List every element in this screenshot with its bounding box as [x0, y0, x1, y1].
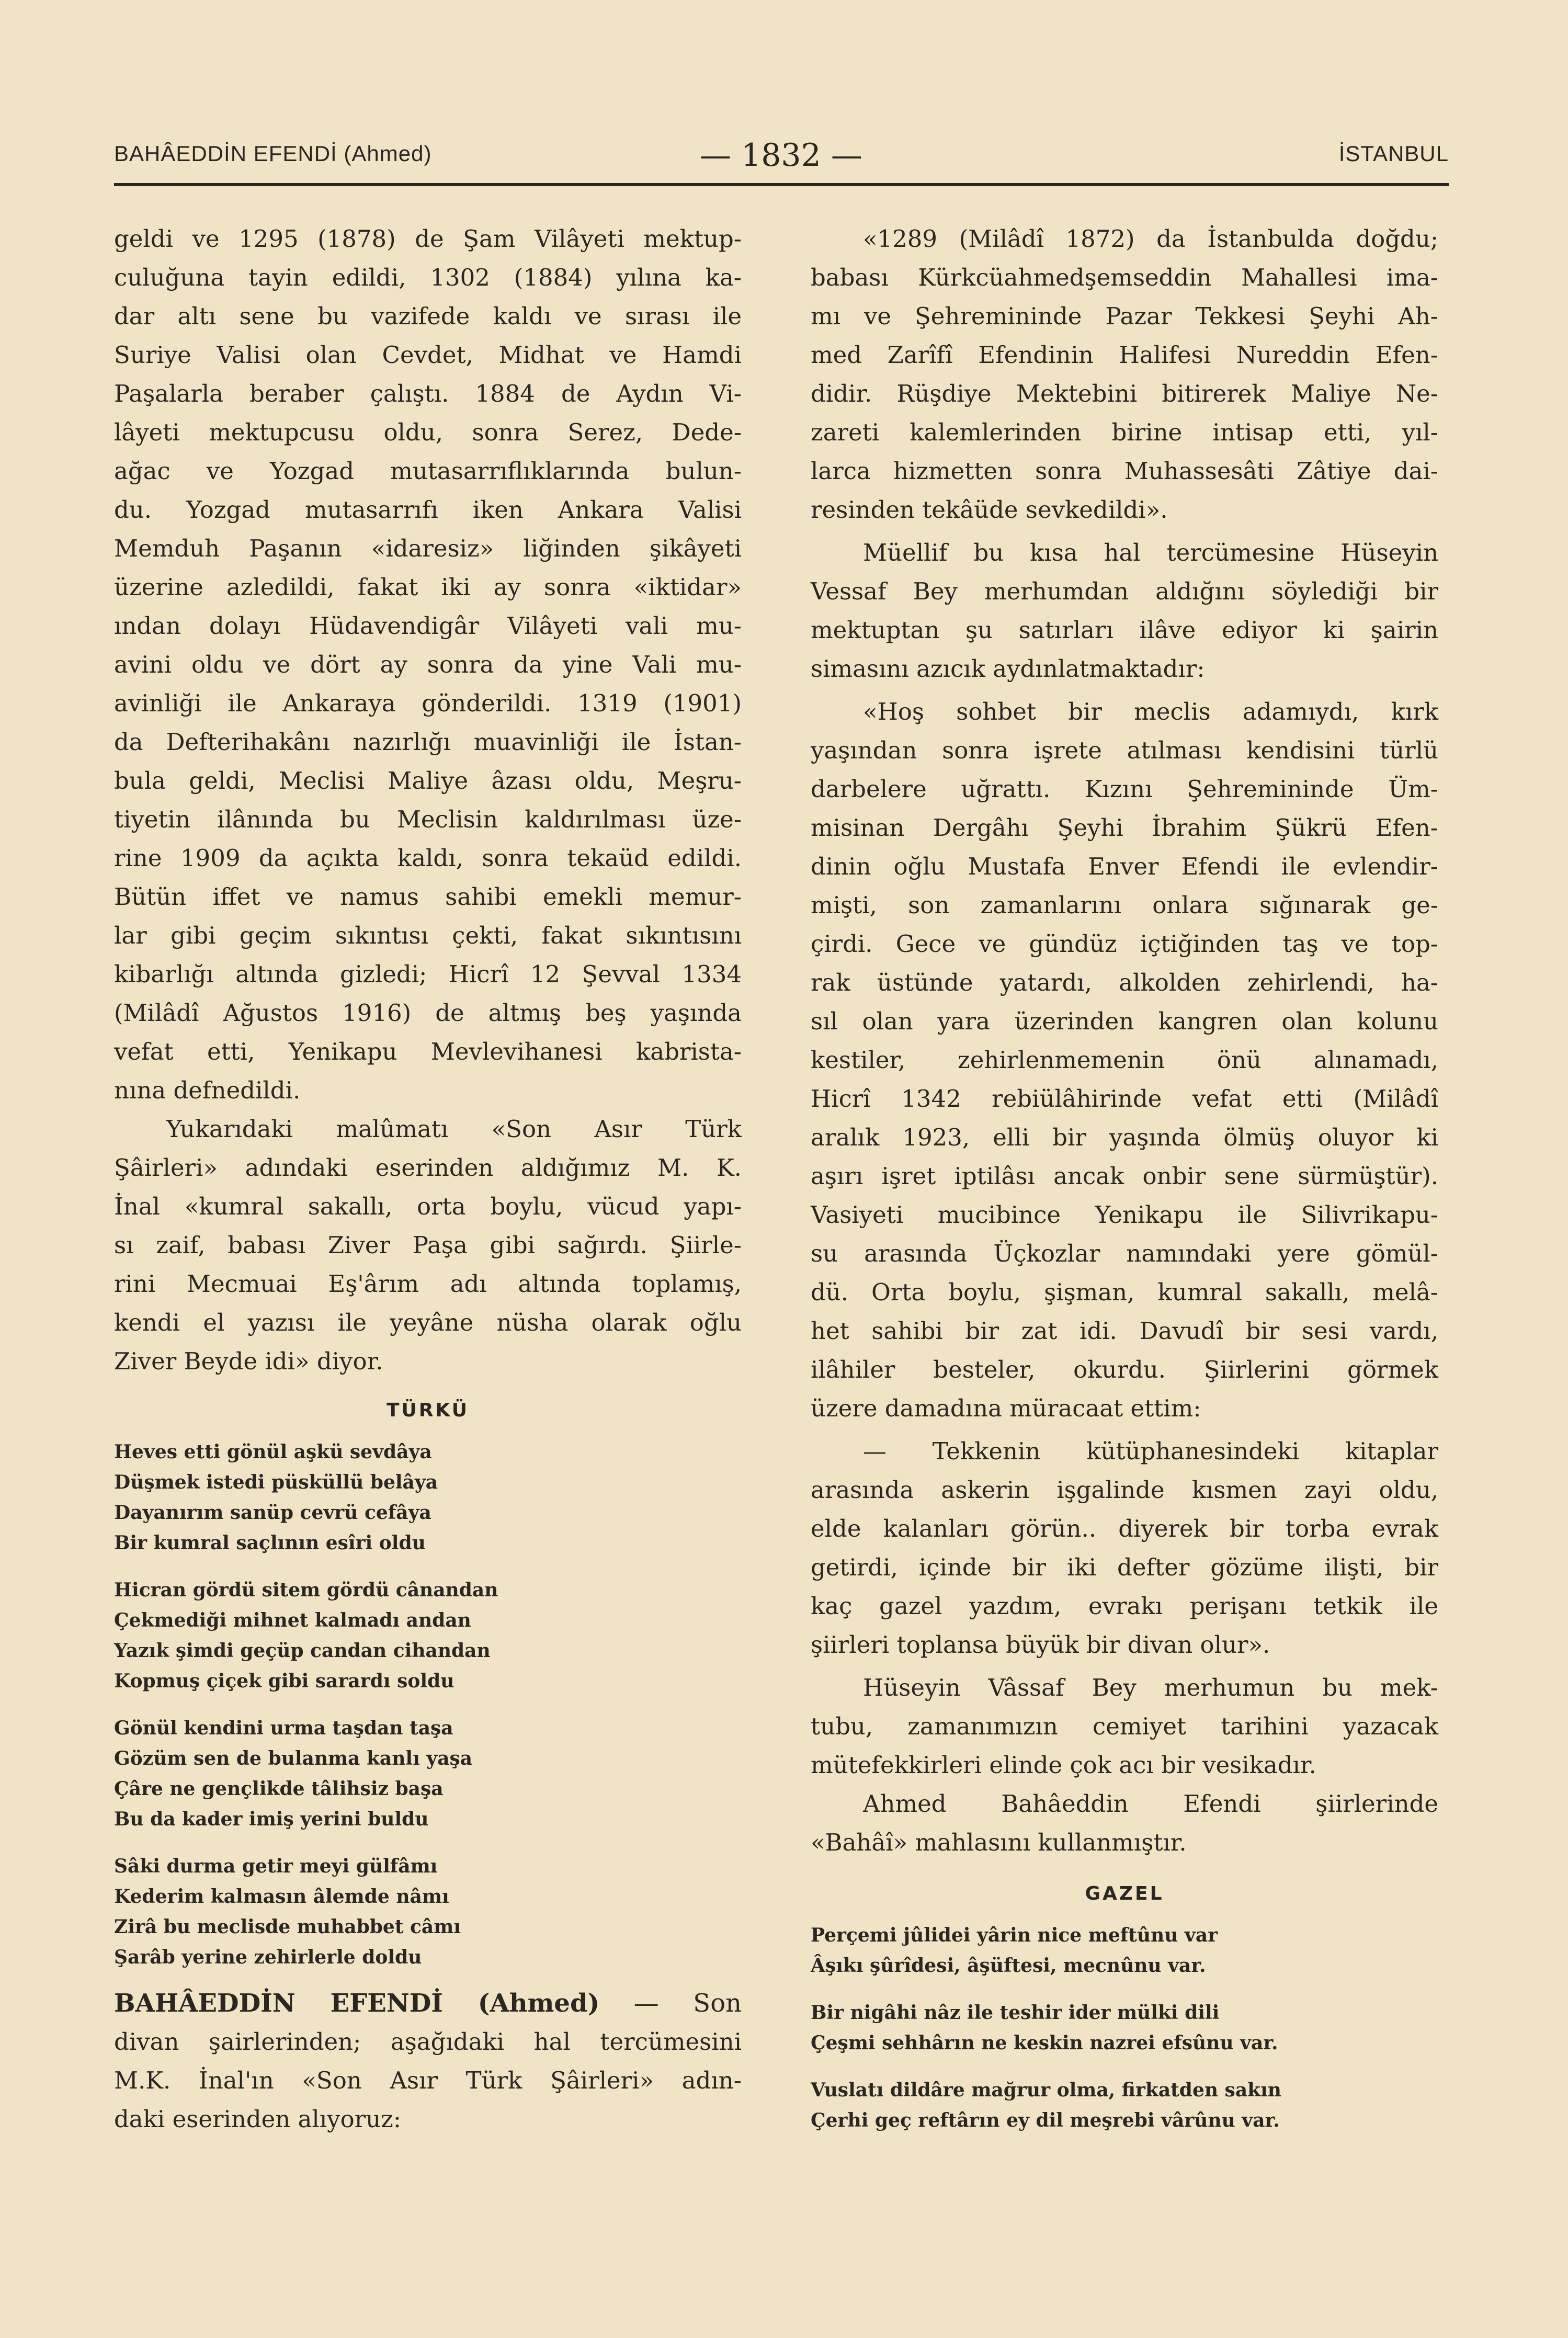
poem-line: Kederim kalmasın âlemde nâmı: [114, 1886, 449, 1908]
stanza: [114, 1437, 742, 1558]
gazel-title: GAZEL: [1085, 1883, 1164, 1904]
text-line: Vasiyeti mucibince Yenikapu ile Silivrikapu-: [811, 1201, 1438, 1229]
right-paragraph-5: [811, 1669, 1438, 1785]
text-line: — Tekkenin kütüphanesindeki kitaplar: [863, 1437, 1438, 1465]
text-line: Müellif bu kısa hal tercümesine Hüseyin: [863, 539, 1438, 566]
text-line: didir. Rüşdiye Mektebini bitirerek Maliye Ne-: [811, 380, 1438, 407]
poem-line: Hicran gördü sitem gördü cânandan: [114, 1579, 498, 1601]
text-line: simasını azıcık aydınlatmaktadır:: [811, 655, 1205, 683]
text-line: babası Kürkcüahmedşemseddin Mahallesi ima-: [811, 264, 1438, 291]
text-line: mişti, son zamanlarını onlara sığınarak ge-: [811, 891, 1438, 919]
text-line: mütefekkirleri elinde çok acı bir vesikadır.: [811, 1751, 1316, 1779]
text-line: aralık 1923, elli bir yaşında ölmüş oluyor ki: [811, 1123, 1438, 1151]
text-line: rini Mecmuai Eş'ârım adı altında toplamış,: [114, 1270, 742, 1298]
right-paragraph-3: [811, 693, 1438, 1428]
left-paragraph-2: [114, 1110, 742, 1381]
text-line: lar gibi geçim sıkıntısı çekti, fakat sıkıntısını: [114, 922, 742, 949]
text-line: «Bahâî» mahlasını kullanmıştır.: [811, 1829, 1187, 1856]
poem-line: Çeşmi sehhârın ne keskin nazrei efsûnu var.: [811, 2032, 1278, 2054]
text-line: sı zaif, babası Ziver Paşa gibi sağırdı. Şiirle-: [114, 1231, 742, 1259]
poem-line: Yazık şimdi geçüp candan cihandan: [114, 1640, 491, 1662]
text-line: darbelere uğrattı. Kızını Şehremininde Üm-: [811, 775, 1438, 803]
stanza: [811, 1920, 1438, 1981]
header-rule: [114, 183, 1449, 186]
text-line: geldi ve 1295 (1878) de Şam Vilâyeti mektup-: [114, 225, 742, 253]
text-line: Hüseyin Vâssaf Bey merhumun bu mek-: [863, 1674, 1438, 1701]
right-paragraph-4: [811, 1432, 1438, 1664]
text-line: Hicrî 1342 rebiülâhirinde vefat etti (Milâdî: [811, 1085, 1438, 1113]
text-line: nına defnedildi.: [114, 1076, 301, 1104]
text-line: Vessaf Bey merhumdan aldığını söylediği bir: [811, 577, 1438, 605]
text-line: şiirleri toplansa büyük bir divan olur».: [811, 1631, 1270, 1659]
right-paragraph-6: [811, 1785, 1438, 1862]
text-line: dinin oğlu Mustafa Enver Efendi ile evlendir-: [811, 853, 1438, 880]
stanza: [114, 1713, 742, 1834]
text-line: Memduh Paşanın «idaresiz» liğinden şikâyeti: [114, 535, 742, 562]
right-column: [811, 220, 1438, 2136]
text-line: Ahmed Bahâeddin Efendi şiirlerinde: [863, 1790, 1438, 1818]
poem-line: Çerhi geç reftârın ey dil meşrebi vârûnu var.: [811, 2109, 1280, 2131]
text-line: mı ve Şehremininde Pazar Tekkesi Şeyhi Ah-: [811, 302, 1438, 330]
entry-heading-rest: — Son: [633, 1989, 742, 2018]
text-line: sıl olan yara üzerinden kangren olan kolunu: [811, 1007, 1438, 1035]
left-column: [114, 220, 742, 2139]
text-line: Şâirleri» adındaki eserinden aldığımız M. K.: [114, 1154, 742, 1182]
left-paragraph-1: [114, 220, 742, 1110]
text-line: avini oldu ve dört ay sonra da yine Vali mu-: [114, 651, 742, 678]
text-line: avinliği ile Ankaraya gönderildi. 1319 (1901): [114, 689, 742, 717]
right-paragraph-1: [811, 220, 1438, 529]
text-line: Ziver Beyde idi» diyor.: [114, 1347, 383, 1375]
text-line: larca hizmetten sonra Muhassesâti Zâtiye dai-: [811, 457, 1438, 485]
paragraph-3-first-line: [114, 1984, 742, 2023]
text-line: med Zarîfî Efendinin Halifesi Nureddin Efen-: [811, 341, 1438, 369]
text-line: het sahibi bir zat idi. Davudî bir sesi vardı,: [811, 1317, 1438, 1345]
text-line: getirdi, içinde bir iki defter gözüme ilişti, bir: [811, 1553, 1438, 1581]
poem-line: Düşmek istedi püsküllü belâya: [114, 1471, 438, 1493]
text-line: zareti kalemlerinden birine intisap etti, yıl-: [811, 418, 1438, 446]
left-paragraph-3: [114, 1984, 742, 2139]
text-line: üzerine azledildi, fakat iki ay sonra «iktidar»: [114, 573, 742, 601]
stanza: [811, 2075, 1438, 2136]
text-line: (Milâdî Ağustos 1916) de altmış beş yaşında: [114, 999, 742, 1027]
text-line: arasında askerin işgalinde kısmen zayi oldu,: [811, 1476, 1438, 1504]
text-line: M.K. İnal'ın «Son Asır Türk Şâirleri» adın-: [114, 2067, 742, 2094]
text-line: üzere damadına müracaat ettim:: [811, 1394, 1201, 1422]
text-line: dar altı sene bu vazifede kaldı ve sırası ile: [114, 302, 742, 330]
poem-line: Bu da kader imiş yerini buldu: [114, 1808, 429, 1830]
right-paragraph-2: [811, 534, 1438, 688]
text-line: elde kalanları görün.. diyerek bir torba evrak: [811, 1515, 1438, 1542]
page-header: [114, 137, 1449, 179]
text-line: Paşalarla beraber çalıştı. 1884 de Aydın Vi-: [114, 380, 742, 407]
stanza: [114, 1575, 742, 1696]
text-line: çirdi. Gece ve gündüz içtiğinden taş ve top-: [811, 930, 1438, 958]
text-line: kibarlığı altında gizledi; Hicrî 12 Şevval 1334: [114, 960, 742, 988]
text-line: ilâhiler besteler, okurdu. Şiirlerini görmek: [811, 1356, 1438, 1383]
stanza: [114, 1851, 742, 1972]
text-line: lâyeti mektupcusu oldu, sonra Serez, Dede-: [114, 418, 742, 446]
text-line: divan şairlerinden; aşağıdaki hal tercümesini: [114, 2028, 742, 2056]
text-line: «1289 (Milâdî 1872) da İstanbulda doğdu;: [863, 225, 1438, 253]
text-line: kendi el yazısı ile yeyâne nüsha olarak oğlu: [114, 1309, 742, 1336]
text-line: da Defterihakânı nazırlığı muavinliği ile İstan-: [114, 728, 742, 756]
entry-heading: BAHÂEDDİN EFENDİ (Ahmed): [114, 1989, 600, 2018]
text-line: resinden tekâüde sevkedildi».: [811, 496, 1168, 524]
poem-line: Dayanırım sanüp cevrü cefâya: [114, 1502, 431, 1524]
text-line: kaç gazel yazdım, evrakı perişanı tetkik ile: [811, 1592, 1438, 1620]
poem-line: Çekmediği mihnet kalmadı andan: [114, 1609, 471, 1631]
poem-line: Zirâ bu meclisde muhabbet câmı: [114, 1916, 461, 1938]
text-line: culuğuna tayin edildi, 1302 (1884) yılına ka-: [114, 264, 742, 291]
paragraph-3-lines: [114, 2023, 742, 2139]
poem-line: Bir nigâhi nâz ile teshir ider mülki dili: [811, 2002, 1220, 2024]
gazel-poem: [811, 1920, 1438, 2136]
stanza: [811, 1997, 1438, 2058]
header-city: İSTANBUL: [1338, 141, 1449, 166]
text-line: kestiler, zehirlenmemenin önü alınamadı,: [811, 1046, 1438, 1074]
text-line: du. Yozgad mutasarrıfı iken Ankara Valisi: [114, 496, 742, 524]
text-line: tiyetin ilânında bu Meclisin kaldırılması üze-: [114, 805, 742, 833]
poem-line: Gözüm sen de bulanma kanlı yaşa: [114, 1747, 473, 1769]
text-line: misinan Dergâhı Şeyhi İbrahim Şükrü Efen-: [811, 814, 1438, 842]
poem-line: Bir kumral saçlının esîri oldu: [114, 1532, 426, 1554]
poem-line: Perçemi jûlidei yârin nice meftûnu var: [811, 1924, 1218, 1946]
text-line: Yukarıdaki malûmatı «Son Asır Türk: [166, 1115, 742, 1143]
text-line: Bütün iffet ve namus sahibi emekli memur-: [114, 883, 742, 911]
poem-line: Vuslatı dildâre mağrur olma, firkatden sakın: [811, 2079, 1281, 2101]
text-line: vefat etti, Yenikapu Mevlevihanesi kabrista-: [114, 1038, 742, 1065]
text-line: bula geldi, Meclisi Maliye âzası oldu, Meşru-: [114, 767, 742, 795]
poem-line: Şarâb yerine zehirlerle doldu: [114, 1946, 422, 1968]
text-line: mektuptan şu satırları ilâve ediyor ki şairin: [811, 616, 1438, 644]
text-line: yaşından sonra işrete atılması kendisini türlü: [811, 736, 1438, 764]
page-number: — 1832 —: [700, 137, 862, 174]
text-line: aşırı işret iptilâsı ancak onbir sene sürmüştür).: [811, 1162, 1438, 1190]
header-entry-title: BAHÂEDDİN EFENDİ (Ahmed): [114, 141, 432, 166]
poem-line: Sâki durma getir meyi gülfâmı: [114, 1855, 438, 1877]
poem-line: Âşıkı şûrîdesi, âşüftesi, mecnûnu var.: [811, 1955, 1206, 1977]
text-line: dü. Orta boylu, şişman, kumral sakallı, melâ-: [811, 1278, 1438, 1306]
text-line: daki eserinden alıyoruz:: [114, 2105, 402, 2133]
text-line: ağac ve Yozgad mutasarrıflıklarında bulun-: [114, 457, 742, 485]
text-line: ından dolayı Hüdavendigâr Vilâyeti vali mu-: [114, 612, 742, 640]
turku-poem: [114, 1437, 742, 1972]
text-line: «Hoş sohbet bir meclis adamıydı, kırk: [863, 698, 1438, 725]
text-line: İnal «kumral sakallı, orta boylu, vücud yapı-: [114, 1193, 742, 1220]
poem-line: Kopmuş çiçek gibi sarardı soldu: [114, 1670, 455, 1692]
poem-line: Heves etti gönül aşkü sevdâya: [114, 1441, 432, 1463]
text-line: rine 1909 da açıkta kaldı, sonra tekaüd edildi.: [114, 844, 742, 872]
text-line: rak üstünde yatardı, alkolden zehirlendi, ha-: [811, 969, 1438, 996]
poem-title: TÜRKÜ: [386, 1400, 469, 1421]
poem-line: Çâre ne gençlikde tâlihsiz başa: [114, 1778, 444, 1800]
text-line: su arasında Üçkozlar namındaki yere gömül-: [811, 1240, 1438, 1267]
text-line: tubu, zamanımızın cemiyet tarihini yazacak: [811, 1712, 1438, 1740]
poem-line: Gönül kendini urma taşdan taşa: [114, 1717, 453, 1739]
text-line: Suriye Valisi olan Cevdet, Midhat ve Hamdi: [114, 341, 742, 369]
